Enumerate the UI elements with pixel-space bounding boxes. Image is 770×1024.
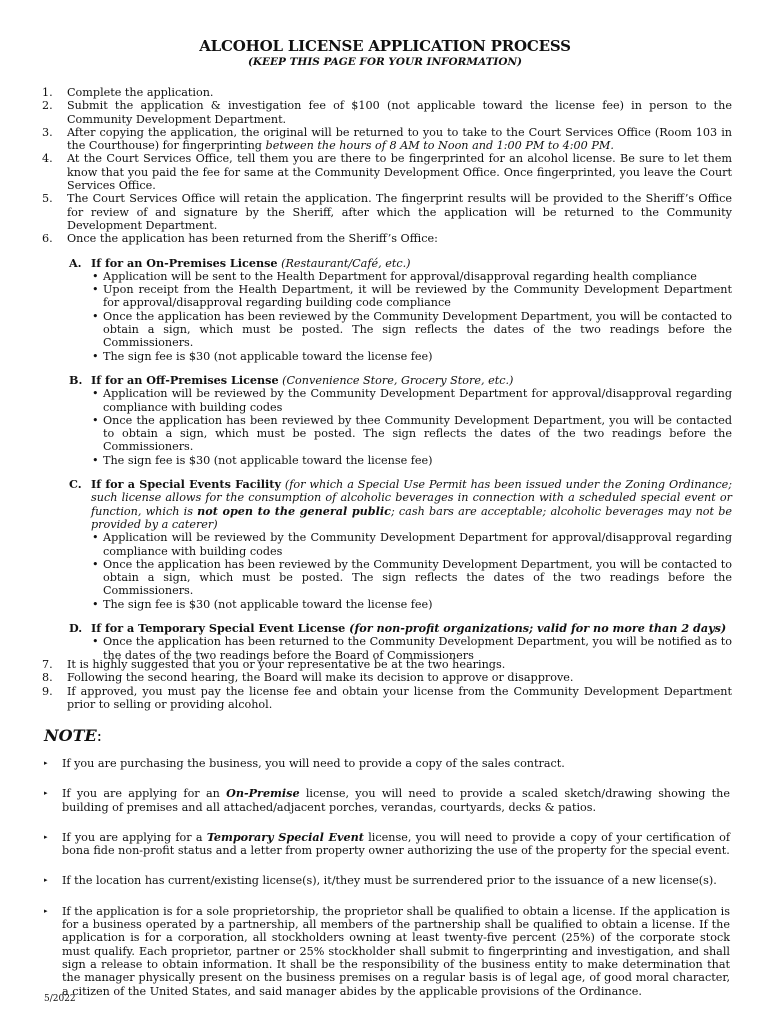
step-text: If approved, you must pay the license fee and obtain your license from the Community Development Department prior to selling or providing alcohol. bbox=[67, 684, 732, 711]
note-item bbox=[44, 905, 730, 998]
subsection-heading: If for an Off-Premises License bbox=[91, 372, 279, 387]
note-item bbox=[44, 831, 730, 858]
step-text: Complete the application. bbox=[67, 86, 214, 99]
subsection-heading-note: (Restaurant/Café, etc.) bbox=[277, 256, 411, 270]
step-number: 1. bbox=[42, 86, 53, 99]
steps-list-final bbox=[42, 658, 732, 711]
step-number: 9. bbox=[42, 684, 53, 698]
note-label: NOTE bbox=[44, 726, 97, 745]
step-4 bbox=[42, 152, 732, 192]
subsection-letter: D. bbox=[69, 620, 83, 635]
subsection-heading-emphasis: not open to the general public bbox=[197, 503, 391, 518]
note-text bbox=[62, 787, 730, 814]
subsection-letter: A. bbox=[69, 255, 82, 270]
steps-list bbox=[42, 86, 732, 662]
bullet-icon: • bbox=[92, 597, 99, 611]
list-item bbox=[91, 414, 732, 454]
bullet-text: Application will be reviewed by the Community Development Department for approval/disapproval regarding compliance with building codes bbox=[103, 531, 732, 558]
step-number: 4. bbox=[42, 152, 53, 166]
step-number: 3. bbox=[42, 125, 53, 139]
bullet-text: Once the application has been reviewed by the Community Development Department, you will be contacted to obtain a sign, which must be posted. The sign reflects the dates of the two readings before the Commissioners. bbox=[103, 557, 732, 598]
bullet-text: Once the application has been returned to the Community Development Department, you will be notified as to the dates of the two readings before the Board of Commissioners bbox=[103, 635, 732, 662]
note-text bbox=[62, 831, 730, 858]
note-colon: : bbox=[96, 726, 103, 745]
step-text bbox=[67, 126, 732, 153]
step-number: 5. bbox=[42, 192, 53, 206]
triangle-bullet-icon: ▸ bbox=[44, 759, 48, 767]
note-text-post: license, you will need to provide a scaled sketch/drawing showing the building of premises and all attached/adjacent porches, verandas, courtyards, decks & patios. bbox=[62, 787, 730, 814]
list-item bbox=[91, 350, 732, 363]
subsection-heading-emphasis: (for non-profit organizations; valid for no more than 2 days) bbox=[345, 620, 727, 635]
bullet-icon: • bbox=[92, 309, 99, 323]
note-heading bbox=[44, 727, 102, 745]
triangle-bullet-icon: ▸ bbox=[44, 906, 48, 915]
list-item bbox=[91, 558, 732, 598]
list-item bbox=[91, 598, 732, 611]
subsection-heading-note: (Convenience Store, Grocery Store, etc.) bbox=[278, 373, 514, 387]
bullet-text: Application will be sent to the Health Department for approval/disapproval regarding health compliance bbox=[103, 269, 697, 283]
bullet-icon: • bbox=[92, 269, 99, 283]
bullet-icon: • bbox=[92, 387, 99, 401]
step-number: 6. bbox=[42, 232, 53, 246]
step-text: The Court Services Office will retain the application. The fingerprint results will be provided to the Sheriff’s Office for review of and signature by the Sheriff, after which the application will be returned to the Community Development Department. bbox=[67, 192, 732, 232]
list-item bbox=[91, 454, 732, 467]
list-item bbox=[91, 310, 732, 350]
subsection-heading: If for a Special Events Facility bbox=[91, 477, 281, 492]
triangle-bullet-icon: ▸ bbox=[44, 789, 48, 798]
triangle-bullet-icon: ▸ bbox=[44, 876, 48, 885]
step-text-main: After copying the application, the original will be returned to you to take to the Court Services Office (Room 103 in the Courthouse) for fingerprinting bbox=[67, 125, 732, 153]
step-7 bbox=[42, 658, 732, 671]
step-5 bbox=[42, 192, 732, 232]
list-item bbox=[91, 283, 732, 310]
step-text: Once the application has been returned from the Sheriff’s Office: bbox=[67, 232, 438, 246]
step-text: Submit the application & investigation fee of $100 (not applicable toward the license fee) in person to the Community Development Department. bbox=[67, 99, 732, 126]
step-8 bbox=[42, 671, 732, 684]
step-text: It is highly suggested that you or your representative be at the two hearings. bbox=[67, 658, 506, 671]
list-item bbox=[91, 531, 732, 558]
subsection-off-premises bbox=[69, 374, 732, 467]
bullet-text: Application will be reviewed by the Community Development Department for approval/disapproval regarding compliance with building codes bbox=[103, 387, 732, 414]
bullet-text: Once the application has been reviewed by the Community Development Department, you will be contacted to obtain a sign, which must be posted. The sign reflects the dates of the two readings before the Commissioners. bbox=[103, 309, 732, 350]
subsection-heading: If for an On-Premises License bbox=[91, 255, 278, 270]
step-number: 8. bbox=[42, 671, 53, 685]
page-title: ALCOHOL LICENSE APPLICATION PROCESS bbox=[199, 37, 571, 55]
subsection-heading-note-end: ; cash bars are acceptable; alcoholic beverages may not be provided by a caterer) bbox=[91, 504, 732, 531]
notes-list bbox=[44, 757, 730, 1015]
bullet-icon: • bbox=[92, 531, 99, 545]
note-emphasis: On-Premise bbox=[226, 786, 300, 801]
bullet-icon: • bbox=[92, 453, 99, 467]
list-item bbox=[91, 387, 732, 414]
note-text: If the application is for a sole proprietorship, the proprietor shall be qualified to obtain a license. If the application is for a business operated by a partnership, all members of the partnership shall be qualified to obtain a license. If the application is for a corporation, all stockholders owning at least twenty-five percent (25%) of the corporate stock must qualify. Each proprietor, partner or 25% stockholder shall submit to fingerprinting and investigation, and shall sign a release to obtain information. It shall be the responsibility of the business entity to make determination that the manager physically present on the business premises on a regular basis is of legal age, of good moral character, a citizen of the United States, and said manager abides by the applicable provisions of the Ordinance. bbox=[62, 904, 730, 998]
bullet-icon: • bbox=[92, 413, 99, 427]
note-item bbox=[44, 787, 730, 814]
subsection-on-premises bbox=[69, 257, 732, 363]
bullet-text: The sign fee is $30 (not applicable toward the license fee) bbox=[103, 597, 433, 611]
bullet-icon: • bbox=[92, 349, 99, 363]
note-text-pre: If you are applying for an bbox=[62, 787, 227, 801]
note-text-post: license, you will need to provide a copy of your certification of bona fide non-profit status and a letter from property owner authorizing the use of the property for the special event. bbox=[62, 830, 730, 858]
step-number: 7. bbox=[42, 658, 53, 671]
step-9 bbox=[42, 685, 732, 712]
footer-date: 5/2022 bbox=[44, 994, 76, 1004]
triangle-bullet-icon: ▸ bbox=[44, 832, 48, 841]
step-6 bbox=[42, 232, 732, 245]
bullet-text: The sign fee is $30 (not applicable toward the license fee) bbox=[103, 453, 433, 467]
bullet-icon: • bbox=[92, 283, 99, 297]
step-3 bbox=[42, 126, 732, 153]
note-item bbox=[44, 874, 730, 887]
subsection-letter: C. bbox=[69, 477, 82, 492]
bullet-icon: • bbox=[92, 557, 99, 571]
step-1 bbox=[42, 86, 732, 99]
list-item bbox=[91, 270, 732, 283]
subsection-special-events bbox=[69, 478, 732, 611]
note-item bbox=[44, 757, 730, 770]
page-subtitle: (KEEP THIS PAGE FOR YOUR INFORMATION) bbox=[247, 56, 523, 68]
note-text-pre: If you are applying for a bbox=[62, 830, 207, 844]
bullet-text: The sign fee is $30 (not applicable toward the license fee) bbox=[103, 349, 433, 363]
subsection-heading-note: (for which a Special Use Permit has been issued under the Zoning Ordinance; such license allows for the consumption of alcoholic beverages in connection with a scheduled special event or function, which is bbox=[91, 478, 732, 518]
step-text-hours: between the hours of 8 AM to Noon and 1:00 PM to 4:00 PM. bbox=[265, 139, 614, 153]
note-emphasis: Temporary Special Event bbox=[206, 829, 364, 844]
subsection-heading: If for a Temporary Special Event License bbox=[91, 620, 346, 635]
subsection-temporary-event bbox=[69, 622, 732, 662]
subsection-letter: B. bbox=[69, 372, 83, 387]
step-text: Following the second hearing, the Board will make its decision to approve or disapprove. bbox=[67, 671, 574, 685]
note-text: If the location has current/existing license(s), it/they must be surrendered prior to the issuance of a new license(s). bbox=[62, 874, 717, 888]
bullet-icon: • bbox=[92, 635, 99, 649]
step-number: 2. bbox=[42, 99, 53, 113]
bullet-text: Upon receipt from the Health Department, it will be reviewed by the Community Development Department for approval/disapproval regarding building code compliance bbox=[103, 283, 732, 310]
note-text: If you are purchasing the business, you will need to provide a copy of the sales contract. bbox=[62, 757, 565, 770]
step-text: At the Court Services Office, tell them you are there to be fingerprinted for an alcohol license. Be sure to let them know that you paid the fee for same at the Community Development Office. Once fingerprinted, you leave the Court Services Office. bbox=[67, 152, 732, 193]
step-2 bbox=[42, 99, 732, 126]
bullet-text: Once the application has been reviewed by thee Community Development Department, you will be contacted to obtain a sign, which must be posted. The sign reflects the dates of the two readings before the Commissioners. bbox=[103, 413, 732, 454]
